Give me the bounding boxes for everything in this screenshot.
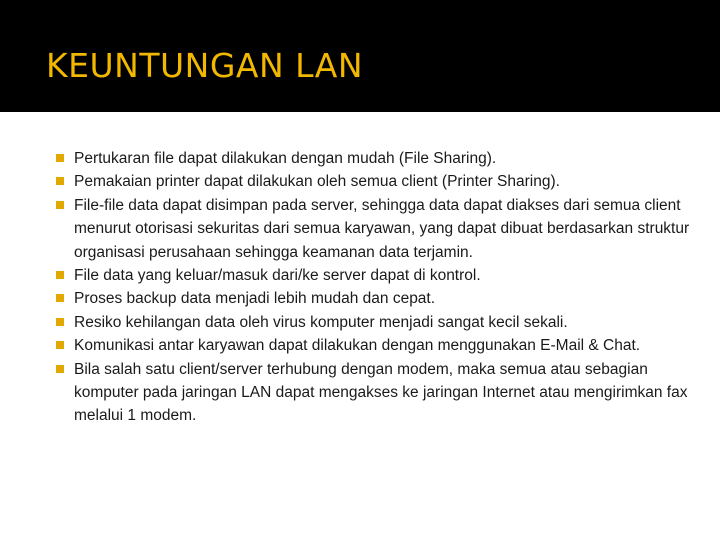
bullet-text: Komunikasi antar karyawan dapat dilakukan dengan menggunakan E-Mail & Chat. (74, 337, 641, 355)
square-bullet-icon (56, 177, 64, 185)
bullet-item (56, 334, 696, 357)
bullet-text: Resiko kehilangan data oleh virus komputer menjadi sangat kecil sekali. (74, 313, 568, 331)
slide-title: KEUNTUNGAN LAN (46, 46, 364, 85)
title-bar (0, 0, 720, 112)
bullet-text: Pemakaian printer dapat dilakukan oleh semua client (Printer Sharing). (74, 173, 560, 191)
square-bullet-icon (56, 154, 64, 162)
square-bullet-icon (56, 341, 64, 349)
square-bullet-icon (56, 271, 64, 279)
bullet-text: File-file data dapat disimpan pada server, sehingga data dapat diakses dari semua client menurut otorisasi sekuritas dari semua karyawan, yang dapat dibuat berdasarkan struktur organisasi perusahaan sehingga keamanan data terjamin. (74, 196, 690, 261)
bullet-item (56, 287, 696, 310)
bullet-item (56, 311, 696, 334)
bullet-item (56, 170, 696, 193)
square-bullet-icon (56, 294, 64, 302)
bullet-text: File data yang keluar/masuk dari/ke server dapat di kontrol. (74, 267, 481, 285)
bullet-list (56, 147, 696, 428)
bullet-item (56, 358, 696, 428)
square-bullet-icon (56, 365, 64, 373)
bullet-text: Proses backup data menjadi lebih mudah dan cepat. (74, 290, 436, 308)
bullet-text: Bila salah satu client/server terhubung dengan modem, maka semua atau sebagian komputer pada jaringan LAN dapat mengakses ke jaringan Internet atau mengirimkan fax melalui 1 modem. (74, 360, 688, 425)
bullet-item (56, 264, 696, 287)
square-bullet-icon (56, 201, 64, 209)
bullet-item (56, 147, 696, 170)
bullet-text: Pertukaran file dapat dilakukan dengan mudah (File Sharing). (74, 150, 497, 167)
bullet-item (56, 194, 696, 264)
square-bullet-icon (56, 318, 64, 326)
